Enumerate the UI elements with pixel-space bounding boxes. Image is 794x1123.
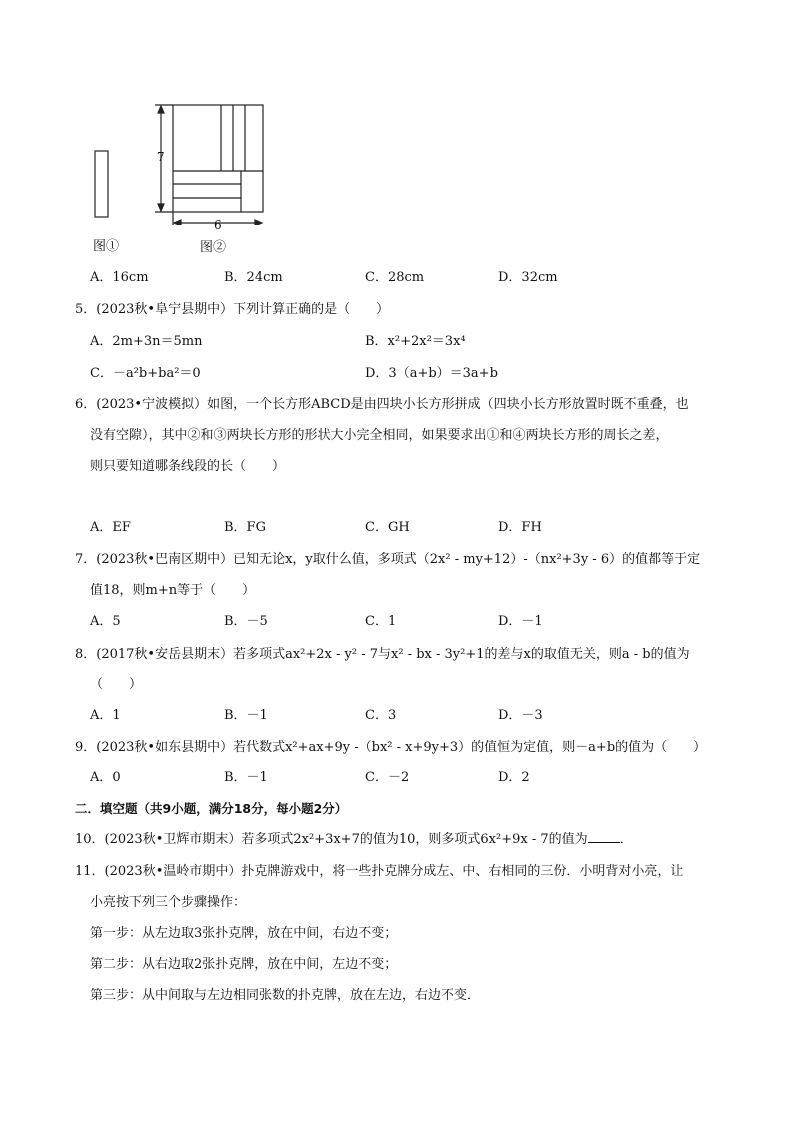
q7-option-b[interactable]: B．－5 xyxy=(224,614,268,629)
fig2-diagram xyxy=(155,105,263,225)
q5-option-b[interactable]: B．x²+2x²＝3x⁴ xyxy=(365,334,466,349)
q6-option-d[interactable]: D．FH xyxy=(498,520,542,535)
dim-height-label: 7 xyxy=(157,150,165,164)
q6-line3: 则只要知道哪条线段的长（ ） xyxy=(90,459,286,474)
q8-option-a[interactable]: A．1 xyxy=(90,708,121,723)
q7-option-c[interactable]: C．1 xyxy=(365,614,397,629)
q4-option-b[interactable]: B．24cm xyxy=(224,270,283,285)
q7-line2: 值18，则m+n等于（ ） xyxy=(90,583,256,598)
fig2-label: 图② xyxy=(200,240,227,255)
q4-option-c[interactable]: C．28cm xyxy=(365,270,425,285)
q6-option-c[interactable]: C．GH xyxy=(365,520,410,535)
q6-option-a[interactable]: A．EF xyxy=(90,520,131,535)
fig1-label: 图① xyxy=(93,239,120,254)
fig1-rect xyxy=(95,151,108,217)
q5-option-c[interactable]: C．－a²b+ba²＝0 xyxy=(90,366,201,381)
q11-line1: 11．(2023秋•温岭市期中）扑克牌游戏中，将一些扑克牌分成左、中、右相同的三份．小明背对小亮，让 xyxy=(75,864,684,879)
question-10 xyxy=(75,830,633,850)
q9-line1: 9．(2023秋•如东县期中）若代数式x²+ax+9y -（bx² - x+9y+3）的值恒为定值，则－a+b的值为（ ） xyxy=(75,740,707,755)
q7-option-a[interactable]: A．5 xyxy=(90,614,121,629)
q8-line2: （ ） xyxy=(90,677,143,692)
q10-prefix: 10．(2023秋•卫辉市期末）若多项式2x²+3x+7的值为10，则多项式6x²+9x - 7的值为 xyxy=(75,832,588,847)
q9-option-d[interactable]: D．2 xyxy=(498,770,530,785)
q6-line2: 没有空隙），其中②和③两块长方形的形状大小完全相同，如果要求出①和④两块长方形的周长之差， xyxy=(90,428,669,443)
q11-line2: 小亮按下列三个步骤操作： xyxy=(90,895,247,910)
q5-option-d[interactable]: D．3（a+b）＝3a+b xyxy=(365,366,498,381)
q7-option-d[interactable]: D．－1 xyxy=(498,614,543,629)
q6-line1: 6．(2023•宁波模拟）如图，一个长方形ABCD是由四块小长方形拼成（四块小长方形放置时既不重叠，也 xyxy=(75,397,689,412)
q5-option-a[interactable]: A．2m+3n＝5mn xyxy=(90,334,203,349)
q11-step3: 第三步：从中间取与左边相同张数的扑克牌，放在左边，右边不变． xyxy=(90,988,481,1003)
q8-option-b[interactable]: B．－1 xyxy=(224,708,268,723)
q10-suffix: ． xyxy=(619,832,633,847)
q11-step2: 第二步：从右边取2张扑克牌，放在中间，左边不变； xyxy=(90,957,398,972)
q9-option-b[interactable]: B．－1 xyxy=(224,770,268,785)
section-2-title: 二．填空题（共9小题，满分18分，每小题2分） xyxy=(75,801,348,816)
q10-answer-blank[interactable] xyxy=(588,830,620,843)
figure-rectangles xyxy=(85,95,285,225)
q5-stem: 5．(2023秋•阜宁县期中）下列计算正确的是（ ） xyxy=(75,302,390,317)
dim-width-label: 6 xyxy=(214,218,222,232)
q4-option-d[interactable]: D．32cm xyxy=(498,270,558,285)
q11-step1: 第一步：从左边取3张扑克牌，放在中间，右边不变； xyxy=(90,926,398,941)
q8-option-c[interactable]: C．3 xyxy=(365,708,397,723)
q8-option-d[interactable]: D．－3 xyxy=(498,708,543,723)
q9-option-a[interactable]: A．0 xyxy=(90,770,121,785)
q7-line1: 7．(2023秋•巴南区期中）已知无论x，y取什么值，多项式（2x² - my+12）-（nx²+3y - 6）的值都等于定 xyxy=(75,552,701,567)
q9-option-c[interactable]: C．－2 xyxy=(365,770,410,785)
q8-line1: 8．(2017秋•安岳县期末）若多项式ax²+2x - y² - 7与x² - bx - 3y²+1的差与x的取值无关，则a - b的值为 xyxy=(75,647,690,662)
q4-option-a[interactable]: A．16cm xyxy=(90,270,149,285)
q6-option-b[interactable]: B．FG xyxy=(224,520,266,535)
